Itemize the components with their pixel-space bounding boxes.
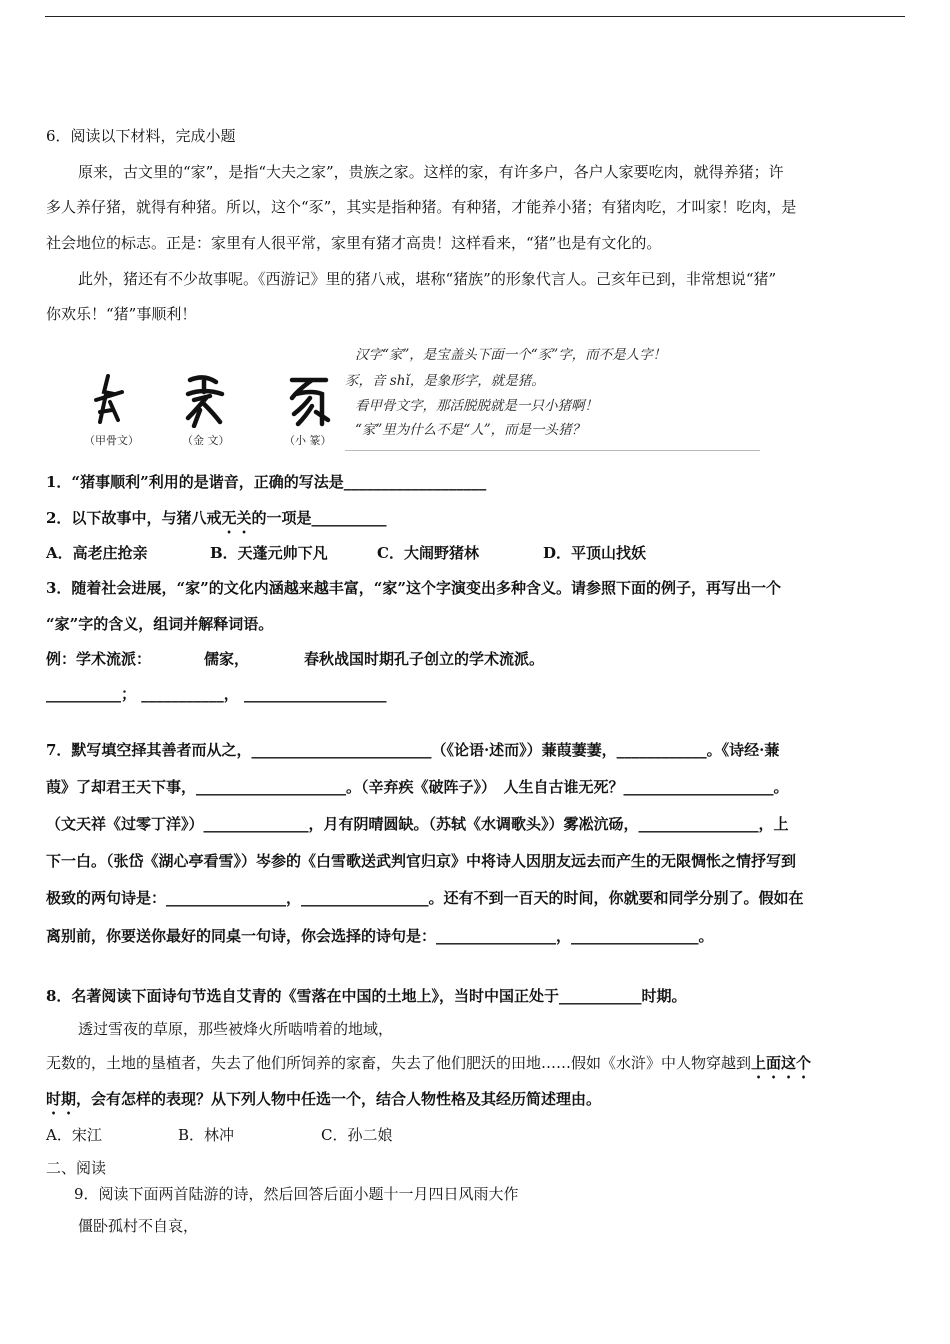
option-b: B．天蓬元帅下凡 [210, 544, 328, 562]
q6-subquestion-3: 3．随着社会进展，“家”的文化内涵越来越丰富，“家”这个字演变出多种含义。请参照下面的例子，再写出一个 [46, 579, 781, 597]
q6-title: 6．阅读以下材料，完成小题 [46, 127, 236, 145]
oracle-bone-pig-glyph [90, 372, 128, 428]
q7-line: 下一白。（张岱《湖心亭看雪》）岑参的《白雪歌送武判官归京》中将诗人因朋友远去而产生的无限惆怅之情抒写到 [46, 852, 797, 870]
q6-subquestion-3-cont: “家”字的含义，组词并解释词语。 [46, 615, 274, 633]
q8-line: 8．名著阅读下面诗句节选自艾青的《雪落在中国的土地上》，当时中国正处于___________时期。 [46, 987, 687, 1005]
q7-line: （文天祥《过零丁洋》）______________，月有阴晴圆缺。（苏轼《水调歌头》）雾凇沆砀，________________，上 [46, 815, 789, 833]
emphasized-text: 时期 [46, 1090, 77, 1108]
example-line: 例：学术流派： 儒家， 春秋战国时期孔子创立的学术流派。 [46, 650, 545, 668]
q6-subquestion-2: 2．以下故事中，与猪八戒无关的一项是__________ [46, 509, 387, 527]
q7-line: 7．默写填空择其善者而从之，________________________（《论语·述而》）蒹葭萋萋，____________。《诗经·蒹 [46, 741, 780, 759]
q7-line: 葭》了却君王天下事，____________________。（辛弃疾《破阵子》） 人生自古谁无死？____________________。 [46, 778, 789, 796]
figure-note: 豕，音 shǐ，是象形字，就是猪。 [345, 373, 545, 389]
option-c: C．大闹野猪林 [377, 544, 479, 562]
option-a: A．高老庄抢亲 [46, 544, 148, 562]
q8-question-line: 时期，会有怎样的表现？从下列人物中任选一个，结合人物性格及其经历简述理由。 [46, 1090, 602, 1108]
q9-poem-line: 僵卧孤村不自哀， [78, 1217, 199, 1235]
glyph-label: （甲骨文） [84, 434, 139, 447]
figure-note: 看甲骨文字，那活脱脱就是一只小猪啊！ [355, 398, 598, 414]
q7-line: 离别前，你要送你最好的同桌一句诗，你会选择的诗句是：________________，_________________。 [46, 927, 714, 945]
bronze-pig-glyph [180, 372, 228, 428]
figure-divider [345, 450, 760, 451]
glyph-label: （金 文） [182, 434, 230, 447]
q6-subquestion-1: 1．“猪事顺利”利用的是谐音，正确的写法是___________________ [46, 473, 487, 491]
q8-poem-line: 无数的，土地的垦植者，失去了他们所饲养的家畜，失去了他们肥沃的田地……假如《水浒》中人物穿越到上面这个 [46, 1054, 812, 1072]
q6-paragraph-line: 多人养仔猪，就得有种猪。所以，这个“豕”，其实是指种猪。有种猪，才能养小猪；有猪肉吃，才叫家！吃肉，是 [46, 198, 797, 216]
option-a: A．宋江 [46, 1126, 102, 1144]
answer-blanks: __________； ___________， ___________________ [46, 685, 387, 703]
header-rule [45, 16, 905, 17]
q6-paragraph-line: 原来，古文里的“家”，是指“大夫之家”，贵族之家。这样的家，有许多户，各户人家要吃肉，就得养猪；许 [78, 163, 784, 181]
option-b: B．林冲 [178, 1126, 235, 1144]
figure-note: “家”里为什么不是“人”，而是一头猪？ [355, 422, 586, 438]
figure-note: 汉字“家”，是宝盖头下面一个“豕”字，而不是人字！ [355, 347, 667, 363]
glyph-label: （小 篆） [284, 434, 332, 447]
small-seal-pig-glyph [286, 372, 332, 428]
option-d: D．平顶山找妖 [543, 544, 647, 562]
section-heading: 二、阅读 [46, 1159, 107, 1177]
q6-paragraph-line: 社会地位的标志。正是：家里有人很平常，家里有猪才高贵！这样看来，“猪”也是有文化的。 [46, 234, 662, 252]
q9-line: 9．阅读下面两首陆游的诗，然后回答后面小题十一月四日风雨大作 [74, 1185, 519, 1203]
option-c: C．孙二娘 [321, 1126, 393, 1144]
emphasized-text: 上面这个 [751, 1054, 812, 1072]
q6-paragraph-line: 此外，猪还有不少故事呢。《西游记》里的猪八戒，堪称“猪族”的形象代言人。己亥年已到，非常想说“猪” [78, 270, 777, 288]
emphasized-text: 无关 [221, 509, 252, 527]
q7-line: 极致的两句诗是：________________，_________________。还有不到一百天的时间，你就要和同学分别了。假如在 [46, 889, 804, 907]
q6-paragraph-line: 你欢乐！“猪”事顺利！ [46, 305, 197, 323]
q8-poem-line: 透过雪夜的草原，那些被烽火所啮啃着的地域， [78, 1020, 394, 1038]
